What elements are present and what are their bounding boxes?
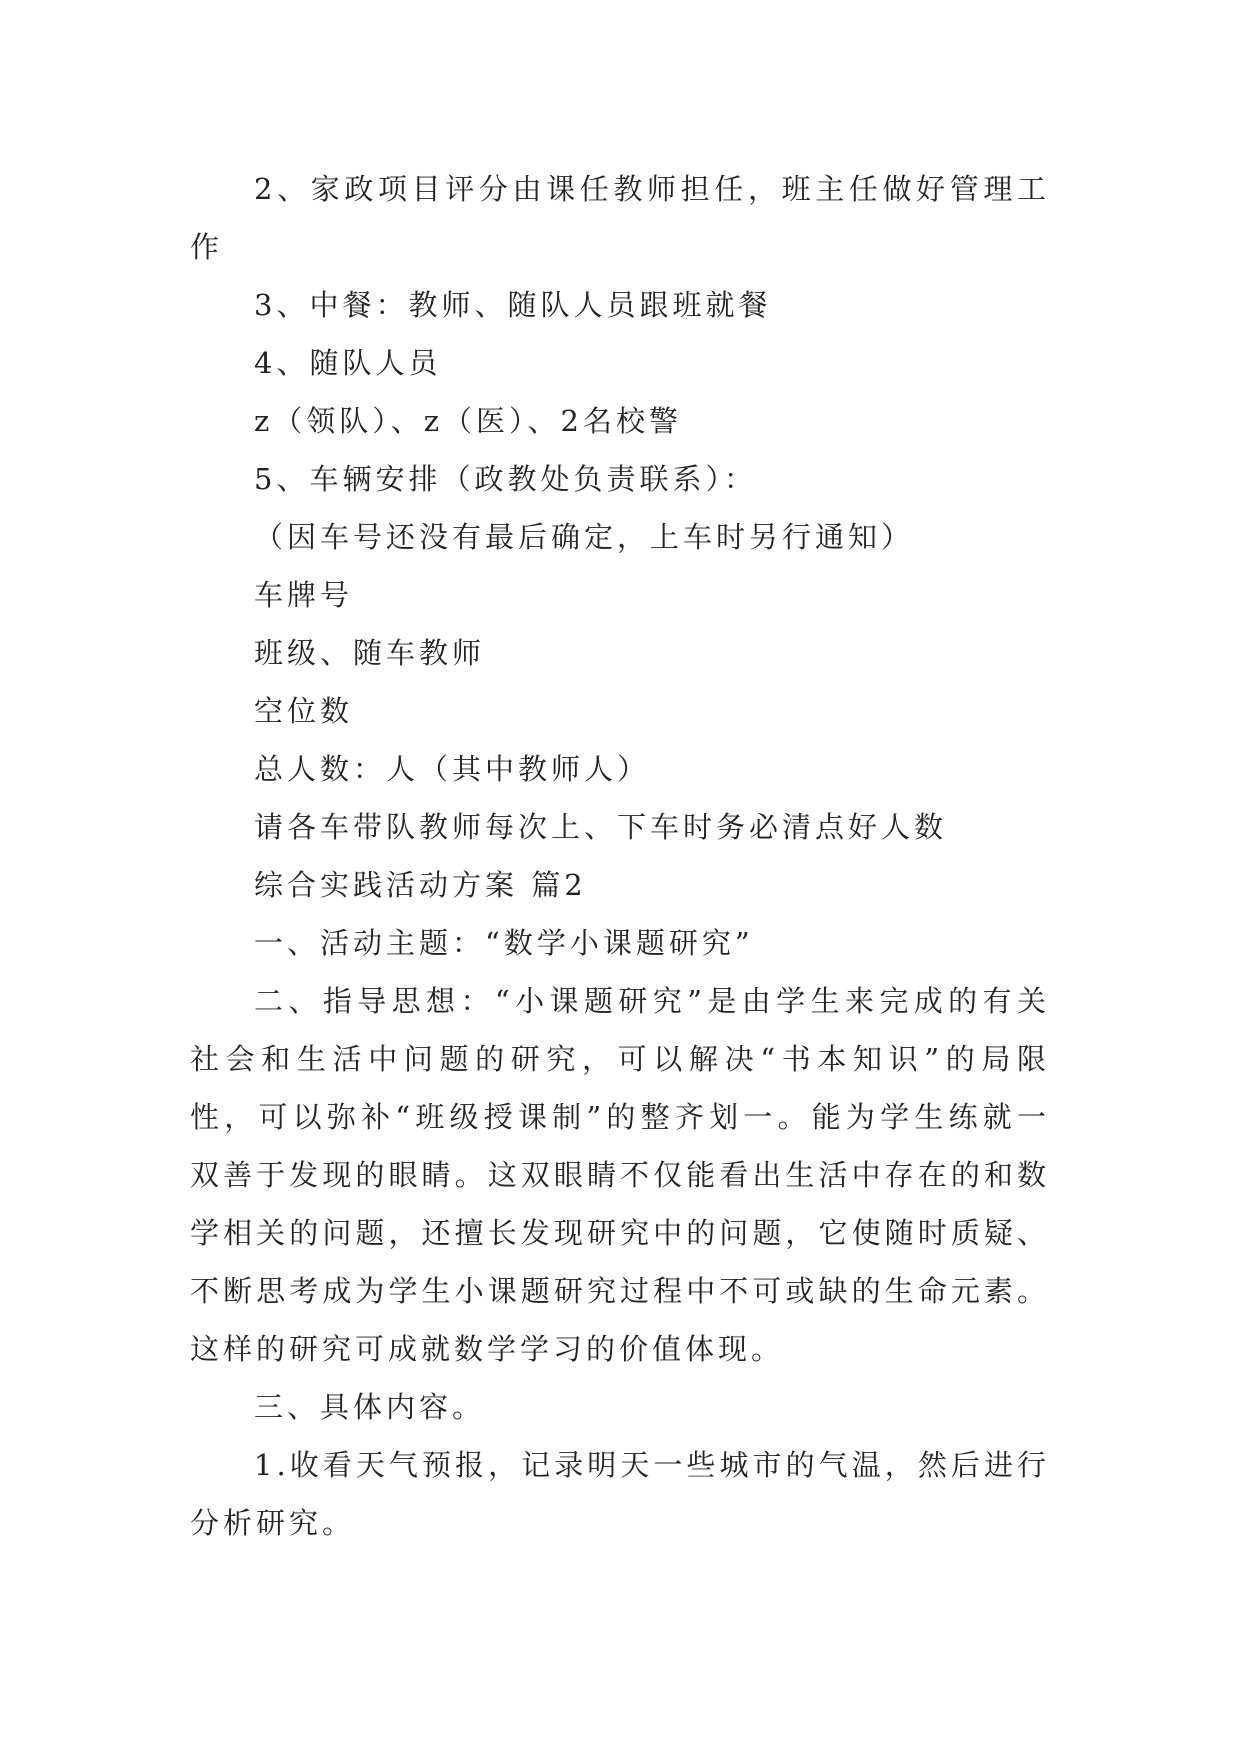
- paragraph-vehicle-note: （因车号还没有最后确定，上车时另行通知）: [254, 520, 915, 554]
- paragraph-item-5: 5、车辆安排（政教处负责联系）：: [254, 462, 757, 496]
- document-body: [190, 160, 1050, 1552]
- paragraph-content-item-1: 1.收看天气预报，记录明天一些城市的气温，然后进行分析研究。: [190, 1448, 1050, 1540]
- paragraph-headcount-reminder: 请各车带队教师每次上、下车时务必清点好人数: [254, 810, 948, 844]
- paragraph-total-count: 总人数：人（其中教师人）: [254, 752, 651, 786]
- section-title-plan-2: 综合实践活动方案 篇2: [254, 868, 587, 902]
- paragraph-specific-content: 三、具体内容。: [254, 1390, 486, 1424]
- paragraph-item-4: 4、随队人员: [254, 346, 442, 380]
- paragraph-class-teacher: 班级、随车教师: [254, 636, 486, 670]
- paragraph-plate-number: 车牌号: [254, 578, 354, 612]
- paragraph-activity-theme: 一、活动主题：“数学小课题研究”: [254, 926, 754, 960]
- paragraph-item-2: 2、家政项目评分由课任教师担任，班主任做好管理工作: [190, 172, 1050, 264]
- paragraph-escort-names: z（领队）、z（医）、2名校警: [254, 404, 683, 438]
- paragraph-item-3: 3、中餐：教师、随队人员跟班就餐: [254, 288, 772, 322]
- paragraph-guiding-idea: 二、指导思想：“小课题研究”是由学生来完成的有关社会和生活中问题的研究，可以解决“书本知识”的局限性，可以弥补“班级授课制”的整齐划一。能为学生练就一双善于发现的眼睛。这双眼睛不仅能看出生活中存在的和数学相关的问题，还擅长发现研究中的问题，它使随时质疑、不断思考成为学生小课题研究过程中不可或缺的生命元素。这样的研究可成就数学学习的价值体现。: [190, 984, 1050, 1366]
- paragraph-empty-seats: 空位数: [254, 694, 354, 728]
